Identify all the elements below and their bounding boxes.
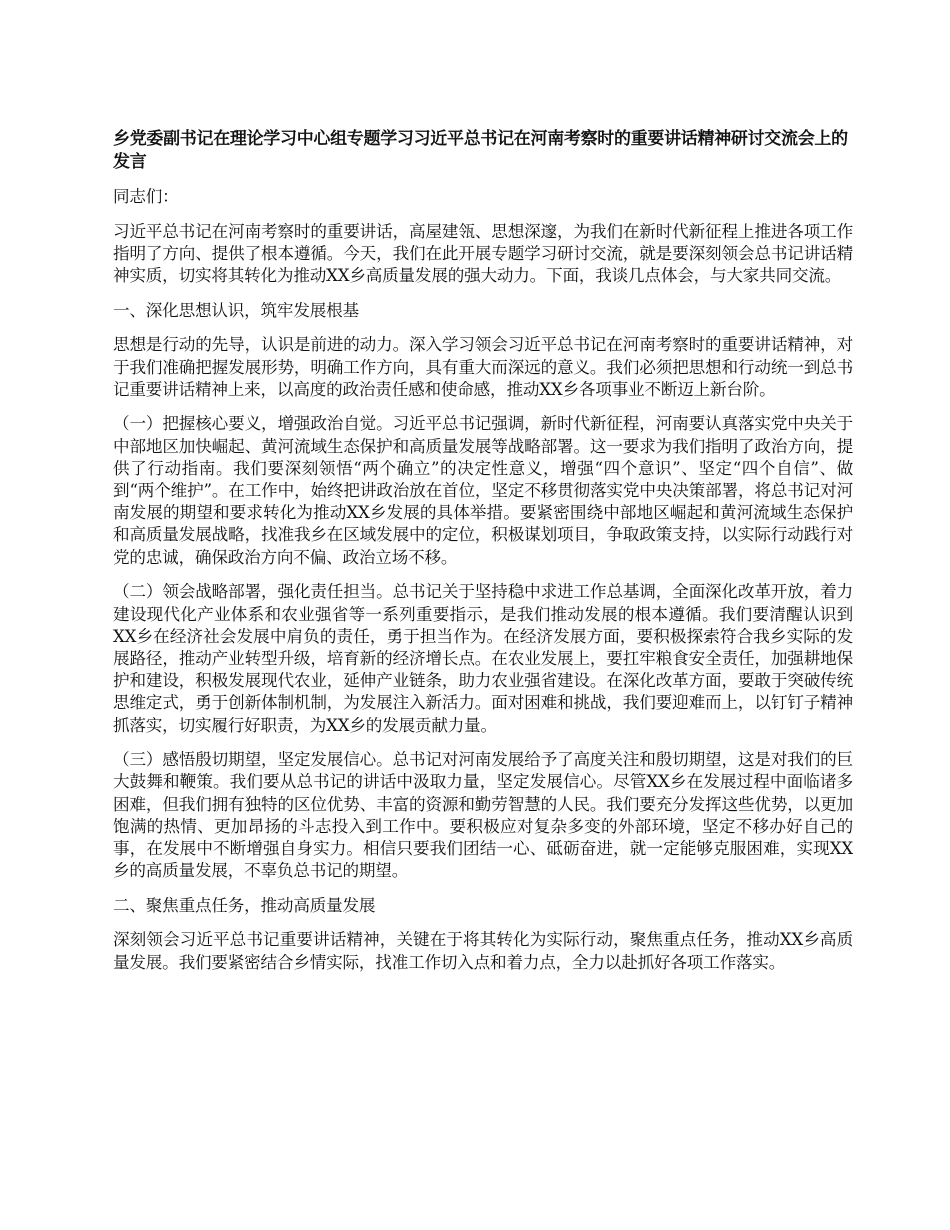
body-paragraph: （一）把握核心要义，增强政治自觉。习近平总书记强调，新时代新征程，河南要认真落实党中央关于中部地区加快崛起、黄河流域生态保护和高质量发展等战略部署。这一要求为我们指明了政治方向，提供了行动指南。我们要深刻领悟“两个确立”的决定性意义，增强“四个意识”、坚定“四个自信”、做到“两个维护”。在工作中，始终把讲政治放在首位，坚定不移贯彻落实党中央决策部署，将总书记对河南发展的期望和要求转化为推动XX乡发展的具体举措。要紧密围绕中部地区崛起和黄河流域生态保护和高质量发展战略，找准我乡在区域发展中的定位，积极谋划项目，争取政策支持，以实际行动践行对党的忠诚，确保政治方向不偏、政治立场不移。 xyxy=(113,414,853,567)
body-paragraph: 深刻领会习近平总书记重要讲话精神，关键在于将其转化为实际行动，聚焦重点任务，推动XX乡高质量发展。我们要紧密结合乡情实际，找准工作切入点和着力点，全力以赴抓好各项工作落实。 xyxy=(113,930,853,972)
salutation: 同志们： xyxy=(113,187,179,206)
section-heading: 一、深化思想认识，筑牢发展根基 xyxy=(113,300,359,320)
document-page xyxy=(113,128,853,986)
section-2 xyxy=(113,895,853,974)
document-title: 乡党委副书记在理论学习中心组专题学习习近平总书记在河南考察时的重要讲话精神研讨交流会上的发言 xyxy=(113,129,848,172)
intro-paragraph: 习近平总书记在河南考察时的重要讲话，高屋建瓴、思想深邃，为我们在新时代新征程上推进各项工作指明了方向、提供了根本遵循。今天，我们在此开展专题学习研讨交流，就是要深刻领会总书记讲话精神实质，切实将其转化为推动XX乡高质量发展的强大动力。下面，我谈几点体会，与大家共同交流。 xyxy=(113,221,853,286)
body-paragraph: （二）领会战略部署，强化责任担当。总书记关于坚持稳中求进工作总基调，全面深化改革开放，着力建设现代化产业体系和农业强省等一系列重要指示，是我们推动发展的根本遵循。我们要清醒认识到XX乡在经济社会发展中肩负的责任，勇于担当作为。在经济发展方面，要积极探索符合我乡实际的发展路径，推动产业转型升级，培育新的经济增长点。在农业发展上，要扛牢粮食安全责任，加强耕地保护和建设，积极发展现代农业，延伸产业链条，助力农业强省建设。在深化改革方面，要敢于突破传统思维定式，勇于创新体制机制，为发展注入新活力。面对困难和挑战，我们要迎难而上，以钉钉子精神抓落实，切实履行好职责，为XX乡的发展贡献力量。 xyxy=(113,582,853,735)
body-paragraph: 思想是行动的先导，认识是前进的动力。深入学习领会习近平总书记在河南考察时的重要讲话精神，对于我们准确把握发展形势，明确工作方向，具有重大而深远的意义。我们必须把思想和行动统一到总书记重要讲话精神上来，以高度的政治责任感和使命感，推动XX乡各项事业不断迈上新台阶。 xyxy=(113,335,853,399)
section-heading: 二、聚焦重点任务，推动高质量发展 xyxy=(113,895,376,915)
section-1 xyxy=(113,300,853,883)
body-paragraph: （三）感悟殷切期望，坚定发展信心。总书记对河南发展给予了高度关注和殷切期望，这是对我们的巨大鼓舞和鞭策。我们要从总书记的讲话中汲取力量，坚定发展信心。尽管XX乡在发展过程中面临诸多困难，但我们拥有独特的区位优势、丰富的资源和勤劳智慧的人民。我们要充分发挥这些优势，以更加饱满的热情、更加昂扬的斗志投入到工作中。要积极应对复杂多变的外部环境，坚定不移办好自己的事，在发展中不断增强自身实力。相信只要我们团结一心、砥砺奋进，就一定能够克服困难，实现XX乡的高质量发展，不辜负总书记的期望。 xyxy=(113,750,853,881)
